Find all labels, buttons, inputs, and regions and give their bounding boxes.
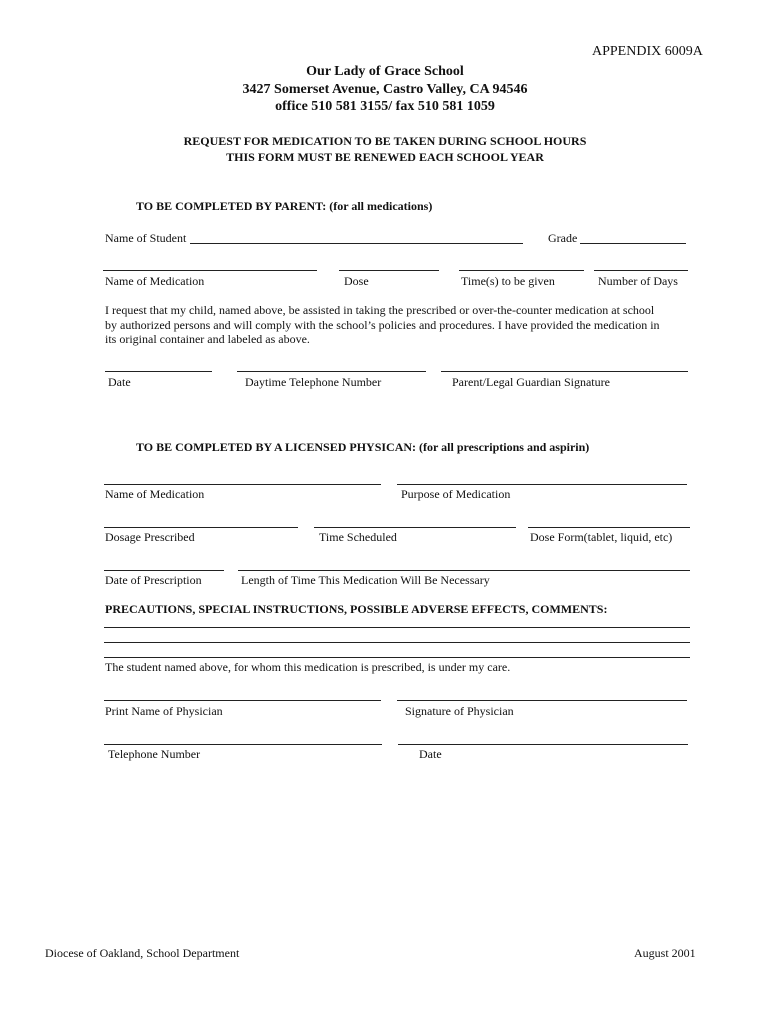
physician-print-name-field[interactable] xyxy=(104,700,381,701)
footer-organization: Diocese of Oakland, School Department xyxy=(45,946,240,960)
physician-medication-label: Name of Medication xyxy=(105,487,205,501)
form-title: REQUEST FOR MEDICATION TO BE TAKEN DURING SCHOOL HOURS xyxy=(183,134,587,148)
school-name: Our Lady of Grace School xyxy=(306,64,464,79)
parent-section-heading: TO BE COMPLETED BY PARENT: (for all medications) xyxy=(136,199,433,213)
dosage-field[interactable] xyxy=(104,527,298,528)
physician-telephone-field[interactable] xyxy=(104,744,382,745)
dose-form-label: Dose Form(tablet, liquid, etc) xyxy=(530,530,673,544)
prescription-date-label: Date of Prescription xyxy=(105,573,202,587)
physician-section-heading: TO BE COMPLETED BY A LICENSED PHYSICAN: (for all prescriptions and aspirin) xyxy=(136,440,590,454)
physician-signature-field[interactable] xyxy=(397,700,687,701)
dosage-label: Dosage Prescribed xyxy=(105,530,195,544)
physician-date-field[interactable] xyxy=(398,744,688,745)
student-name-label: Name of Student xyxy=(105,231,187,245)
prescription-date-field[interactable] xyxy=(104,570,224,571)
time-scheduled-label: Time Scheduled xyxy=(319,530,397,544)
physician-signature-label: Signature of Physician xyxy=(405,704,514,718)
times-field[interactable] xyxy=(459,270,584,271)
parent-date-label: Date xyxy=(108,375,131,389)
precautions-line-3[interactable] xyxy=(104,657,690,658)
daytime-phone-label: Daytime Telephone Number xyxy=(245,375,382,389)
dose-label: Dose xyxy=(344,274,369,288)
grade-field[interactable] xyxy=(580,243,686,244)
physician-medication-field[interactable] xyxy=(104,484,381,485)
school-phone: office 510 581 3155/ fax 510 581 1059 xyxy=(275,99,495,114)
daytime-phone-field[interactable] xyxy=(237,371,426,372)
physician-telephone-label: Telephone Number xyxy=(108,747,201,761)
appendix-label: APPENDIX 6009A xyxy=(592,44,703,59)
dose-field[interactable] xyxy=(339,270,439,271)
consent-line-3: its original container and labeled as above. xyxy=(105,332,310,346)
length-of-time-label: Length of Time This Medication Will Be Necessary xyxy=(241,573,490,587)
parent-signature-field[interactable] xyxy=(441,371,688,372)
consent-line-2: by authorized persons and will comply with the school’s policies and procedures. I have provided the medication in xyxy=(105,318,660,332)
grade-label: Grade xyxy=(548,231,578,245)
length-of-time-field[interactable] xyxy=(238,570,690,571)
precautions-heading: PRECAUTIONS, SPECIAL INSTRUCTIONS, POSSIBLE ADVERSE EFFECTS, COMMENTS: xyxy=(105,602,608,616)
days-label: Number of Days xyxy=(598,274,678,288)
parent-medication-field[interactable] xyxy=(103,270,317,271)
time-scheduled-field[interactable] xyxy=(314,527,516,528)
care-statement: The student named above, for whom this medication is prescribed, is under my care. xyxy=(105,660,511,674)
days-field[interactable] xyxy=(594,270,688,271)
dose-form-field[interactable] xyxy=(528,527,690,528)
form-subtitle: THIS FORM MUST BE RENEWED EACH SCHOOL YEAR xyxy=(226,150,544,164)
precautions-line-1[interactable] xyxy=(104,627,690,628)
school-address: 3427 Somerset Avenue, Castro Valley, CA 94546 xyxy=(242,82,528,97)
parent-medication-label: Name of Medication xyxy=(105,274,205,288)
physician-print-name-label: Print Name of Physician xyxy=(105,704,223,718)
purpose-label: Purpose of Medication xyxy=(401,487,511,501)
times-label: Time(s) to be given xyxy=(461,274,555,288)
parent-signature-label: Parent/Legal Guardian Signature xyxy=(452,375,610,389)
student-name-field[interactable] xyxy=(190,243,523,244)
purpose-field[interactable] xyxy=(397,484,687,485)
parent-date-field[interactable] xyxy=(105,371,212,372)
footer-date: August 2001 xyxy=(634,946,696,960)
physician-date-label: Date xyxy=(419,747,442,761)
precautions-line-2[interactable] xyxy=(104,642,690,643)
consent-line-1: I request that my child, named above, be assisted in taking the prescribed or over-the-counter medication at school xyxy=(105,303,655,317)
